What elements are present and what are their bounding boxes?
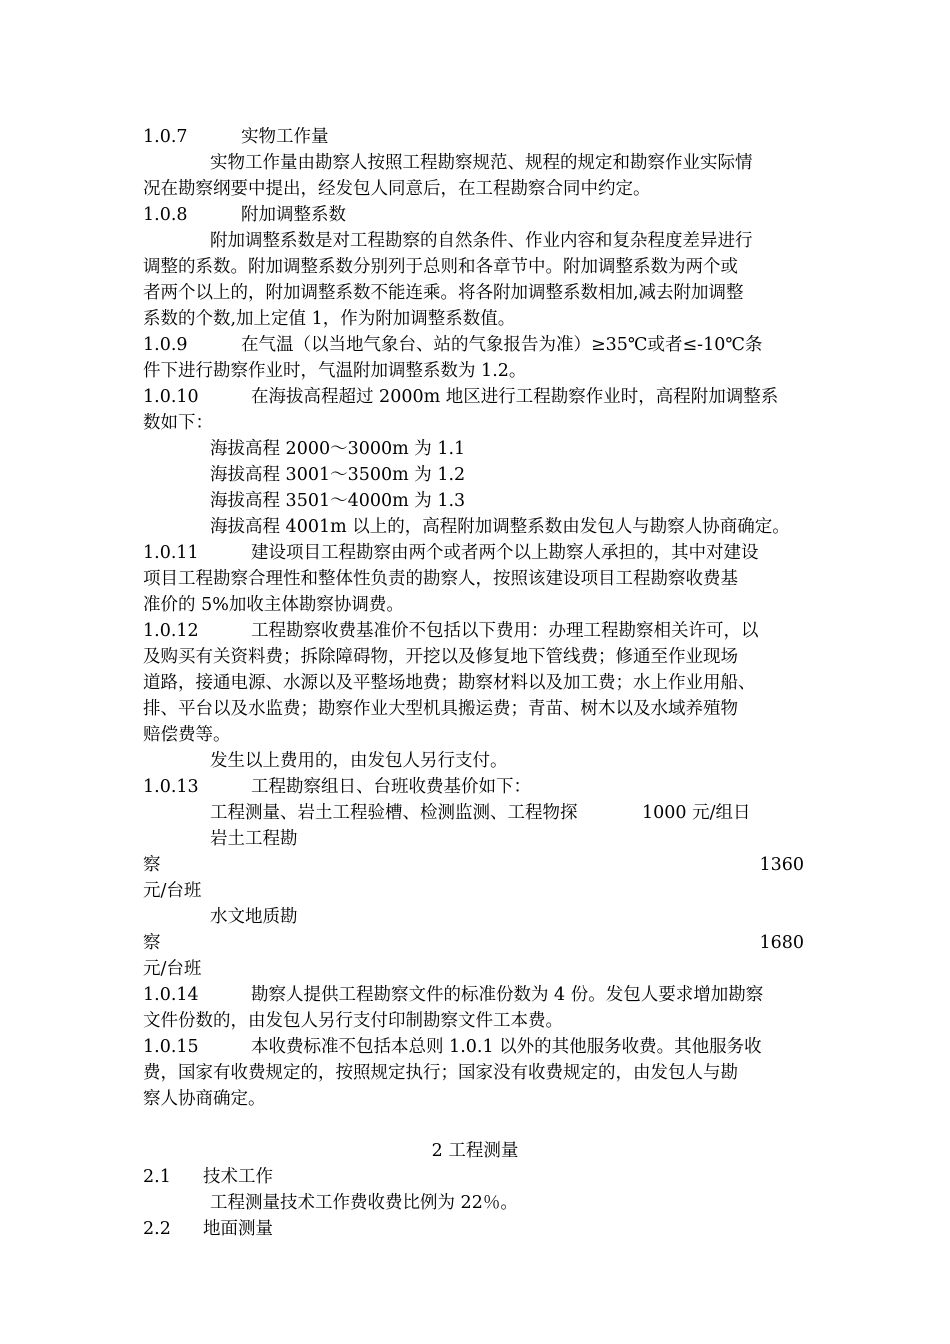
rate-row-price: 1000 元/组日: [642, 803, 751, 823]
paragraph-line: 件下进行勘察作业时，气温附加调整系数为 1.2。: [143, 361, 527, 381]
chapter-title: 2 工程测量: [431, 1141, 519, 1161]
paragraph-line: 察人协商确定。: [143, 1089, 266, 1109]
paragraph-line: 附加调整系数是对工程勘察的自然条件、作业内容和复杂程度差异进行: [210, 231, 753, 251]
paragraph-line: 工程测量技术工作费收费比例为 22％。: [210, 1193, 518, 1213]
paragraph-line: 在海拔高程超过 2000m 地区进行工程勘察作业时，高程附加调整系: [251, 387, 779, 407]
paragraph-line: 建设项目工程勘察由两个或者两个以上勘察人承担的，其中对建设: [251, 543, 759, 563]
section-number: 1.0.15: [143, 1037, 199, 1057]
section-title: 地面测量: [203, 1219, 273, 1239]
section-1-0-7-heading: [143, 125, 329, 149]
section-1-0-10: [143, 385, 778, 409]
section-1-0-14: [143, 983, 763, 1007]
section-2-2-heading: [143, 1217, 273, 1241]
paragraph-line: 调整的系数。附加调整系数分别列于总则和各章节中。附加调整系数为两个或: [143, 257, 738, 277]
section-number: 1.0.8: [143, 205, 188, 225]
rate-row-price: 1360: [759, 855, 804, 875]
paragraph-line: 发生以上费用的，由发包人另行支付。: [210, 751, 508, 771]
paragraph-line: 数如下：: [143, 413, 213, 433]
paragraph-line: 者两个以上的，附加调整系数不能连乘。将各附加调整系数相加,减去附加调整: [143, 283, 744, 303]
rate-row-label: 工程测量、岩土工程验槽、检测监测、工程物探: [210, 803, 578, 823]
paragraph-line: 准价的 5%加收主体勘察协调费。: [143, 595, 404, 615]
section-number: 1.0.13: [143, 777, 199, 797]
section-number: 1.0.9: [143, 335, 188, 355]
section-title: 实物工作量: [241, 127, 329, 147]
list-item: 海拔高程 2000～3000m 为 1.1: [210, 439, 466, 459]
section-1-0-9: [143, 333, 762, 357]
paragraph-line: 项目工程勘察合理性和整体性负责的勘察人，按照该建设项目工程勘察收费基: [143, 569, 738, 589]
rate-row-unit: 元/台班: [143, 959, 202, 979]
paragraph-line: 在气温（以当地气象台、站的气象报告为准）≥35℃或者≤-10℃条: [241, 335, 763, 355]
section-number: 1.0.7: [143, 127, 188, 147]
paragraph-line: 勘察人提供工程勘察文件的标准份数为 4 份。发包人要求增加勘察: [251, 985, 764, 1005]
section-number: 1.0.10: [143, 387, 199, 407]
paragraph-line: 及购买有关资料费；拆除障碍物，开挖以及修复地下管线费；修通至作业现场: [143, 647, 738, 667]
section-title: 附加调整系数: [241, 205, 346, 225]
section-number: 1.0.11: [143, 543, 199, 563]
paragraph-line: 本收费标准不包括本总则 1.0.1 以外的其他服务收费。其他服务收: [251, 1037, 762, 1057]
paragraph-line: 系数的个数,加上定值 1，作为附加调整系数值。: [143, 309, 516, 329]
section-number: 1.0.14: [143, 985, 199, 1005]
paragraph-line: 工程勘察组日、台班收费基价如下：: [251, 777, 531, 797]
section-1-0-12: [143, 619, 759, 643]
section-1-0-13: [143, 775, 531, 799]
section-1-0-15: [143, 1035, 762, 1059]
rate-row-label: 岩土工程勘: [210, 829, 298, 849]
paragraph-line: 道路，接通电源、水源以及平整场地费；勘察材料以及加工费；水上作业用船、: [143, 673, 756, 693]
paragraph-line: 费，国家有收费规定的，按照规定执行；国家没有收费规定的，由发包人与勘: [143, 1063, 738, 1083]
paragraph-line: 况在勘察纲要中提出，经发包人同意后，在工程勘察合同中约定。: [143, 179, 651, 199]
rate-row-label: 察: [143, 855, 161, 875]
paragraph-line: 排、平台以及水监费；勘察作业大型机具搬运费；青苗、树木以及水域养殖物: [143, 699, 738, 719]
rate-row-unit: 元/台班: [143, 881, 202, 901]
section-1-0-8-heading: [143, 203, 346, 227]
section-title: 技术工作: [203, 1167, 273, 1187]
section-number: 2.2: [143, 1219, 171, 1239]
list-item: 海拔高程 3501～4000m 为 1.3: [210, 491, 466, 511]
section-number: 1.0.12: [143, 621, 199, 641]
list-item: 海拔高程 3001～3500m 为 1.2: [210, 465, 466, 485]
paragraph-line: 文件份数的，由发包人另行支付印制勘察文件工本费。: [143, 1011, 563, 1031]
paragraph-line: 赔偿费等。: [143, 725, 231, 745]
paragraph-line: 实物工作量由勘察人按照工程勘察规范、规程的规定和勘察作业实际情: [210, 153, 753, 173]
paragraph-line: 工程勘察收费基准价不包括以下费用：办理工程勘察相关许可，以: [251, 621, 759, 641]
rate-row-price: 1680: [759, 933, 804, 953]
section-2-1-heading: [143, 1165, 273, 1189]
rate-row-label: 水文地质勘: [210, 907, 298, 927]
section-1-0-11: [143, 541, 759, 565]
section-number: 2.1: [143, 1167, 171, 1187]
rate-row-label: 察: [143, 933, 161, 953]
list-item: 海拔高程 4001m 以上的，高程附加调整系数由发包人与勘察人协商确定。: [210, 517, 790, 537]
